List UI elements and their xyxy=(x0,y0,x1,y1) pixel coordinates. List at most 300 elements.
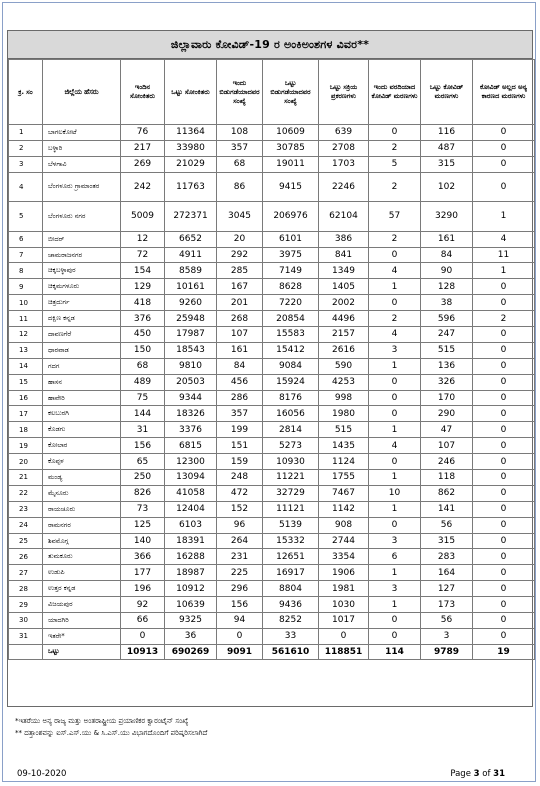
cell-active-cases: 1142 xyxy=(319,501,369,517)
cell-total-discharged: 16056 xyxy=(263,406,319,422)
cell-total-infected: 12404 xyxy=(165,501,217,517)
cell-total-discharged: 33 xyxy=(263,628,319,644)
cell-total-discharged: 11221 xyxy=(263,470,319,486)
cell-total-infected: 13094 xyxy=(165,470,217,486)
cell-total-deaths: 173 xyxy=(421,597,473,613)
cell-today-discharged: 231 xyxy=(217,549,263,565)
cell-district: ತುಮಕೂರು xyxy=(43,549,121,565)
cell-district: ಉತ್ತರ ಕನ್ನಡ xyxy=(43,581,121,597)
cell-sl-no: 23 xyxy=(9,501,43,517)
total-cell-active-cases: 118851 xyxy=(319,644,369,659)
cell-today-infected: 489 xyxy=(121,374,165,390)
cell-total-deaths: 161 xyxy=(421,231,473,247)
cell-district: ರಾಮನಗರ xyxy=(43,517,121,533)
cell-today-discharged: 161 xyxy=(217,342,263,358)
cell-today-deaths: 0 xyxy=(369,517,421,533)
cell-sl-no: 29 xyxy=(9,597,43,613)
col-header-today-discharged: ಇಂದು ಬಿಡುಗಡೆಯಾದವರ ಸಂಖ್ಯೆ xyxy=(217,60,263,125)
cell-today-deaths: 0 xyxy=(369,390,421,406)
table-row xyxy=(9,549,535,565)
cell-district: ಧಾರವಾಡ xyxy=(43,342,121,358)
cell-non-covid-deaths: 0 xyxy=(473,279,535,295)
cell-today-infected: 376 xyxy=(121,311,165,327)
table-total-row xyxy=(9,644,535,659)
cell-total-deaths: 3290 xyxy=(421,202,473,232)
cell-today-infected: 66 xyxy=(121,613,165,629)
cell-sl-no: 30 xyxy=(9,613,43,629)
cell-sl-no: 10 xyxy=(9,295,43,311)
cell-active-cases: 1906 xyxy=(319,565,369,581)
cell-total-discharged: 5139 xyxy=(263,517,319,533)
cell-sl-no: 27 xyxy=(9,565,43,581)
cell-total-deaths: 102 xyxy=(421,172,473,202)
cell-total-infected: 9810 xyxy=(165,358,217,374)
col-header-total-discharged: ಒಟ್ಟು ಬಿಡುಗಡೆಯಾದವರ ಸಂಖ್ಯೆ xyxy=(263,60,319,125)
cell-today-deaths: 2 xyxy=(369,172,421,202)
cell-district: ಹಾಸನ xyxy=(43,374,121,390)
cell-today-discharged: 84 xyxy=(217,358,263,374)
cell-today-discharged: 96 xyxy=(217,517,263,533)
cell-district: ಉಡುಪಿ xyxy=(43,565,121,581)
cell-today-discharged: 0 xyxy=(217,628,263,644)
cell-sl-no: 17 xyxy=(9,406,43,422)
cell-today-discharged: 357 xyxy=(217,406,263,422)
cell-total-deaths: 247 xyxy=(421,327,473,343)
cell-total-deaths: 862 xyxy=(421,485,473,501)
cell-total-deaths: 164 xyxy=(421,565,473,581)
cell-district: ಚಿಕ್ಕಮಗಳೂರು xyxy=(43,279,121,295)
table-row xyxy=(9,358,535,374)
cell-district: ಬಾಗಲಕೋಟೆ xyxy=(43,125,121,141)
table-row xyxy=(9,581,535,597)
cell-total-infected: 11763 xyxy=(165,172,217,202)
cell-total-deaths: 326 xyxy=(421,374,473,390)
cell-total-deaths: 56 xyxy=(421,613,473,629)
cell-district: ಬೆಳಗಾವಿ xyxy=(43,156,121,172)
table-row xyxy=(9,470,535,486)
cell-today-discharged: 225 xyxy=(217,565,263,581)
table-row xyxy=(9,613,535,629)
table-row xyxy=(9,140,535,156)
cell-total-deaths: 56 xyxy=(421,517,473,533)
cell-non-covid-deaths: 0 xyxy=(473,628,535,644)
table-row xyxy=(9,501,535,517)
cell-active-cases: 2246 xyxy=(319,172,369,202)
cell-district: ಕೊಪ್ಪಳ xyxy=(43,454,121,470)
cell-total-infected: 18391 xyxy=(165,533,217,549)
cell-non-covid-deaths: 0 xyxy=(473,454,535,470)
cell-today-infected: 76 xyxy=(121,125,165,141)
cell-sl-no: 18 xyxy=(9,422,43,438)
table-row xyxy=(9,247,535,263)
cell-total-infected: 10912 xyxy=(165,581,217,597)
cell-district: ಬೆಂಗಳೂರು ಗ್ರಾಮಾಂತರ xyxy=(43,172,121,202)
cell-today-discharged: 292 xyxy=(217,247,263,263)
cell-total-infected: 9325 xyxy=(165,613,217,629)
col-header-total-infected: ಒಟ್ಟು ಸೋಂಕಿತರು xyxy=(165,60,217,125)
cell-active-cases: 639 xyxy=(319,125,369,141)
cell-today-deaths: 0 xyxy=(369,454,421,470)
cell-today-discharged: 357 xyxy=(217,140,263,156)
cell-total-deaths: 315 xyxy=(421,156,473,172)
table-row xyxy=(9,565,535,581)
cell-today-deaths: 0 xyxy=(369,406,421,422)
cell-today-infected: 125 xyxy=(121,517,165,533)
cell-total-deaths: 3 xyxy=(421,628,473,644)
cell-total-infected: 20503 xyxy=(165,374,217,390)
table-row xyxy=(9,485,535,501)
cell-district: ಬಳ್ಳಾರಿ xyxy=(43,140,121,156)
cell-non-covid-deaths: 0 xyxy=(473,581,535,597)
cell-today-deaths: 4 xyxy=(369,263,421,279)
cell-today-deaths: 5 xyxy=(369,156,421,172)
cell-non-covid-deaths: 0 xyxy=(473,140,535,156)
cell-active-cases: 7467 xyxy=(319,485,369,501)
cell-sl-no: 19 xyxy=(9,438,43,454)
cell-non-covid-deaths: 0 xyxy=(473,565,535,581)
cell-today-deaths: 1 xyxy=(369,501,421,517)
cell-non-covid-deaths: 4 xyxy=(473,231,535,247)
cell-sl-no: 3 xyxy=(9,156,43,172)
cell-total-infected: 36 xyxy=(165,628,217,644)
cell-sl-no: 5 xyxy=(9,202,43,232)
cell-today-discharged: 268 xyxy=(217,311,263,327)
col-header-today-infected: ಇಂದಿನ ಸೋಂಕಿತರು xyxy=(121,60,165,125)
cell-today-discharged: 86 xyxy=(217,172,263,202)
cell-today-deaths: 10 xyxy=(369,485,421,501)
cell-today-deaths: 0 xyxy=(369,613,421,629)
col-header-active-cases: ಒಟ್ಟು ಸಕ್ರಿಯ ಪ್ರಕರಣಗಳು xyxy=(319,60,369,125)
table-body xyxy=(9,125,535,660)
cell-today-deaths: 0 xyxy=(369,247,421,263)
cell-sl-no: 16 xyxy=(9,390,43,406)
cell-today-discharged: 296 xyxy=(217,581,263,597)
cell-today-infected: 418 xyxy=(121,295,165,311)
cell-total-discharged: 30785 xyxy=(263,140,319,156)
cell-today-infected: 826 xyxy=(121,485,165,501)
cell-sl-no: 24 xyxy=(9,517,43,533)
cell-today-infected: 450 xyxy=(121,327,165,343)
cell-today-infected: 92 xyxy=(121,597,165,613)
cell-today-deaths: 1 xyxy=(369,358,421,374)
table-row xyxy=(9,231,535,247)
cell-non-covid-deaths: 11 xyxy=(473,247,535,263)
cell-district: ದಾವಣಗೆರೆ xyxy=(43,327,121,343)
cell-total-discharged: 8176 xyxy=(263,390,319,406)
cell-today-infected: 150 xyxy=(121,342,165,358)
cell-today-discharged: 94 xyxy=(217,613,263,629)
table-row xyxy=(9,311,535,327)
cell-active-cases: 1980 xyxy=(319,406,369,422)
cell-total-infected: 9344 xyxy=(165,390,217,406)
cell-total-deaths: 246 xyxy=(421,454,473,470)
col-header-district: ಜಿಲ್ಲೆಯ ಹೆಸರು xyxy=(43,60,121,125)
total-cell-today-discharged: 9091 xyxy=(217,644,263,659)
cell-total-discharged: 9084 xyxy=(263,358,319,374)
cell-total-infected: 6103 xyxy=(165,517,217,533)
cell-non-covid-deaths: 0 xyxy=(473,501,535,517)
cell-today-deaths: 0 xyxy=(369,125,421,141)
cell-sl-no: 22 xyxy=(9,485,43,501)
cell-total-discharged: 20854 xyxy=(263,311,319,327)
cell-today-discharged: 3045 xyxy=(217,202,263,232)
cell-total-deaths: 487 xyxy=(421,140,473,156)
cell-sl-no: 25 xyxy=(9,533,43,549)
cell-sl-no: 9 xyxy=(9,279,43,295)
cell-district: ಚಾಮರಾಜನಗರ xyxy=(43,247,121,263)
cell-non-covid-deaths: 0 xyxy=(473,422,535,438)
cell-total-deaths: 118 xyxy=(421,470,473,486)
cell-total-discharged: 10930 xyxy=(263,454,319,470)
cell-today-discharged: 264 xyxy=(217,533,263,549)
cell-today-discharged: 472 xyxy=(217,485,263,501)
cell-non-covid-deaths: 0 xyxy=(473,406,535,422)
cell-today-deaths: 1 xyxy=(369,597,421,613)
page-prefix: Page xyxy=(450,769,474,779)
cell-total-deaths: 90 xyxy=(421,263,473,279)
cell-today-discharged: 107 xyxy=(217,327,263,343)
cell-district: ಬೀದರ್ xyxy=(43,231,121,247)
cell-non-covid-deaths: 2 xyxy=(473,311,535,327)
cell-total-discharged: 8628 xyxy=(263,279,319,295)
cell-non-covid-deaths: 0 xyxy=(473,533,535,549)
cell-active-cases: 1703 xyxy=(319,156,369,172)
cell-sl-no: 2 xyxy=(9,140,43,156)
cell-sl-no: 6 xyxy=(9,231,43,247)
table-row xyxy=(9,156,535,172)
cell-total-discharged: 11121 xyxy=(263,501,319,517)
cell-active-cases: 1124 xyxy=(319,454,369,470)
cell-total-infected: 6815 xyxy=(165,438,217,454)
table-row xyxy=(9,172,535,202)
cell-sl-no: 15 xyxy=(9,374,43,390)
cell-district: ಹಾವೇರಿ xyxy=(43,390,121,406)
cell-district: ದಕ್ಷಿಣ ಕನ್ನಡ xyxy=(43,311,121,327)
cell-active-cases: 998 xyxy=(319,390,369,406)
cell-total-discharged: 7149 xyxy=(263,263,319,279)
cell-active-cases: 4253 xyxy=(319,374,369,390)
cell-sl-no: 28 xyxy=(9,581,43,597)
table-row xyxy=(9,374,535,390)
cell-total-discharged: 7220 xyxy=(263,295,319,311)
cell-today-infected: 129 xyxy=(121,279,165,295)
cell-today-deaths: 1 xyxy=(369,470,421,486)
cell-sl-no: 13 xyxy=(9,342,43,358)
cell-today-infected: 65 xyxy=(121,454,165,470)
cell-active-cases: 0 xyxy=(319,628,369,644)
cell-non-covid-deaths: 0 xyxy=(473,470,535,486)
cell-today-infected: 196 xyxy=(121,581,165,597)
cell-today-deaths: 3 xyxy=(369,533,421,549)
cell-total-infected: 6652 xyxy=(165,231,217,247)
cell-today-discharged: 286 xyxy=(217,390,263,406)
cell-non-covid-deaths: 0 xyxy=(473,390,535,406)
cell-total-deaths: 283 xyxy=(421,549,473,565)
cell-total-deaths: 38 xyxy=(421,295,473,311)
cell-active-cases: 1981 xyxy=(319,581,369,597)
cell-sl-no: 31 xyxy=(9,628,43,644)
cell-today-discharged: 199 xyxy=(217,422,263,438)
cell-active-cases: 1435 xyxy=(319,438,369,454)
cell-today-discharged: 156 xyxy=(217,597,263,613)
cell-active-cases: 1017 xyxy=(319,613,369,629)
cell-non-covid-deaths: 1 xyxy=(473,202,535,232)
total-cell-total-infected: 690269 xyxy=(165,644,217,659)
table-row xyxy=(9,263,535,279)
cell-active-cases: 2616 xyxy=(319,342,369,358)
cell-total-discharged: 8804 xyxy=(263,581,319,597)
total-cell-today-infected: 10913 xyxy=(121,644,165,659)
cell-total-discharged: 32729 xyxy=(263,485,319,501)
cell-today-deaths: 0 xyxy=(369,295,421,311)
cell-today-discharged: 152 xyxy=(217,501,263,517)
cell-today-deaths: 2 xyxy=(369,311,421,327)
cell-today-discharged: 159 xyxy=(217,454,263,470)
cell-today-discharged: 68 xyxy=(217,156,263,172)
cell-today-infected: 154 xyxy=(121,263,165,279)
covid-table-sheet xyxy=(7,30,533,707)
cell-total-deaths: 141 xyxy=(421,501,473,517)
cell-district: ರಾಯಚೂರು xyxy=(43,501,121,517)
cell-today-discharged: 20 xyxy=(217,231,263,247)
cell-active-cases: 590 xyxy=(319,358,369,374)
cell-total-infected: 272371 xyxy=(165,202,217,232)
table-row xyxy=(9,517,535,533)
footnote-data-revision: ** ದತ್ತಾಂಶವನ್ನು ಐಸ್.ಎಸ್.ಯು & ಸಿ.ಎಸ್.ಯು ವಿಭಾಗದೊಂದಿಗೆ ಪರಿಷ್ಕರಿಸಲಾಗಿದೆ xyxy=(15,729,208,737)
cell-today-infected: 144 xyxy=(121,406,165,422)
cell-today-infected: 68 xyxy=(121,358,165,374)
cell-sl-no: 1 xyxy=(9,125,43,141)
cell-sl-no: 8 xyxy=(9,263,43,279)
cell-today-infected: 31 xyxy=(121,422,165,438)
cell-today-deaths: 0 xyxy=(369,628,421,644)
cell-total-infected: 33980 xyxy=(165,140,217,156)
cell-today-discharged: 456 xyxy=(217,374,263,390)
cell-total-infected: 16288 xyxy=(165,549,217,565)
table-row xyxy=(9,533,535,549)
cell-total-deaths: 170 xyxy=(421,390,473,406)
cell-sl-no: 26 xyxy=(9,549,43,565)
cell-today-infected: 177 xyxy=(121,565,165,581)
cell-non-covid-deaths: 0 xyxy=(473,597,535,613)
total-cell-sl-no xyxy=(9,644,43,659)
cell-today-infected: 73 xyxy=(121,501,165,517)
cell-total-infected: 4911 xyxy=(165,247,217,263)
cell-non-covid-deaths: 0 xyxy=(473,156,535,172)
footer-date: 09-10-2020 xyxy=(17,769,67,779)
cell-district: ಕೊಡಗು xyxy=(43,422,121,438)
table-row xyxy=(9,202,535,232)
report-page xyxy=(2,2,536,782)
cell-total-infected: 9260 xyxy=(165,295,217,311)
cell-today-discharged: 151 xyxy=(217,438,263,454)
cell-non-covid-deaths: 0 xyxy=(473,485,535,501)
cell-total-discharged: 9415 xyxy=(263,172,319,202)
cell-sl-no: 14 xyxy=(9,358,43,374)
cell-non-covid-deaths: 0 xyxy=(473,358,535,374)
cell-non-covid-deaths: 0 xyxy=(473,125,535,141)
cell-total-discharged: 5273 xyxy=(263,438,319,454)
cell-today-infected: 5009 xyxy=(121,202,165,232)
table-row xyxy=(9,295,535,311)
cell-total-discharged: 19011 xyxy=(263,156,319,172)
cell-district: ಮೈಸೂರು xyxy=(43,485,121,501)
cell-today-infected: 217 xyxy=(121,140,165,156)
footnotes xyxy=(15,715,525,739)
cell-total-infected: 18987 xyxy=(165,565,217,581)
cell-active-cases: 2157 xyxy=(319,327,369,343)
cell-total-deaths: 127 xyxy=(421,581,473,597)
cell-total-discharged: 8252 xyxy=(263,613,319,629)
cell-today-infected: 156 xyxy=(121,438,165,454)
cell-today-infected: 72 xyxy=(121,247,165,263)
table-row xyxy=(9,327,535,343)
cell-total-deaths: 315 xyxy=(421,533,473,549)
cell-today-deaths: 3 xyxy=(369,342,421,358)
cell-today-infected: 269 xyxy=(121,156,165,172)
cell-non-covid-deaths: 0 xyxy=(473,327,535,343)
col-header-today-deaths: ಇಂದು ವರದಿಯಾದ ಕೋವಿಡ್ ಮರಣಗಳು xyxy=(369,60,421,125)
cell-total-discharged: 9436 xyxy=(263,597,319,613)
cell-sl-no: 12 xyxy=(9,327,43,343)
cell-total-deaths: 136 xyxy=(421,358,473,374)
cell-today-infected: 366 xyxy=(121,549,165,565)
cell-total-discharged: 15924 xyxy=(263,374,319,390)
cell-today-discharged: 248 xyxy=(217,470,263,486)
table-row xyxy=(9,422,535,438)
cell-today-deaths: 2 xyxy=(369,231,421,247)
col-header-sl-no: ಕ್ರ. ಸಂ xyxy=(9,60,43,125)
cell-district: ಯಾದಗಿರಿ xyxy=(43,613,121,629)
cell-today-infected: 12 xyxy=(121,231,165,247)
cell-total-discharged: 15332 xyxy=(263,533,319,549)
table-row xyxy=(9,342,535,358)
table-title: ಜಿಲ್ಲಾವಾರು ಕೋವಿಡ್-19 ರ ಅಂಕಿಅಂಶಗಳ ವಿವರ** xyxy=(8,31,532,59)
table-row xyxy=(9,406,535,422)
cell-today-infected: 250 xyxy=(121,470,165,486)
cell-today-discharged: 167 xyxy=(217,279,263,295)
page-separator: of xyxy=(479,769,494,779)
cell-total-infected: 8589 xyxy=(165,263,217,279)
cell-district: ವಿಜಯಪುರ xyxy=(43,597,121,613)
cell-total-discharged: 15412 xyxy=(263,342,319,358)
table-header-row xyxy=(9,60,535,125)
cell-non-covid-deaths: 0 xyxy=(473,342,535,358)
cell-total-infected: 17987 xyxy=(165,327,217,343)
cell-today-discharged: 201 xyxy=(217,295,263,311)
district-stats-table xyxy=(8,59,535,660)
table-row xyxy=(9,125,535,141)
cell-total-discharged: 3975 xyxy=(263,247,319,263)
cell-non-covid-deaths: 0 xyxy=(473,438,535,454)
cell-today-deaths: 0 xyxy=(369,374,421,390)
cell-total-infected: 18543 xyxy=(165,342,217,358)
cell-active-cases: 1349 xyxy=(319,263,369,279)
cell-total-discharged: 206976 xyxy=(263,202,319,232)
cell-active-cases: 515 xyxy=(319,422,369,438)
cell-active-cases: 2002 xyxy=(319,295,369,311)
cell-today-deaths: 1 xyxy=(369,565,421,581)
page-current: 3 xyxy=(473,769,480,779)
cell-total-discharged: 6101 xyxy=(263,231,319,247)
cell-district: ಚಿಕ್ಕಬಳ್ಳಾಪುರ xyxy=(43,263,121,279)
cell-active-cases: 3354 xyxy=(319,549,369,565)
total-cell-today-deaths: 114 xyxy=(369,644,421,659)
cell-total-discharged: 16917 xyxy=(263,565,319,581)
cell-district: ಶಿವಮೊಗ್ಗ xyxy=(43,533,121,549)
cell-non-covid-deaths: 1 xyxy=(473,263,535,279)
cell-sl-no: 4 xyxy=(9,172,43,202)
